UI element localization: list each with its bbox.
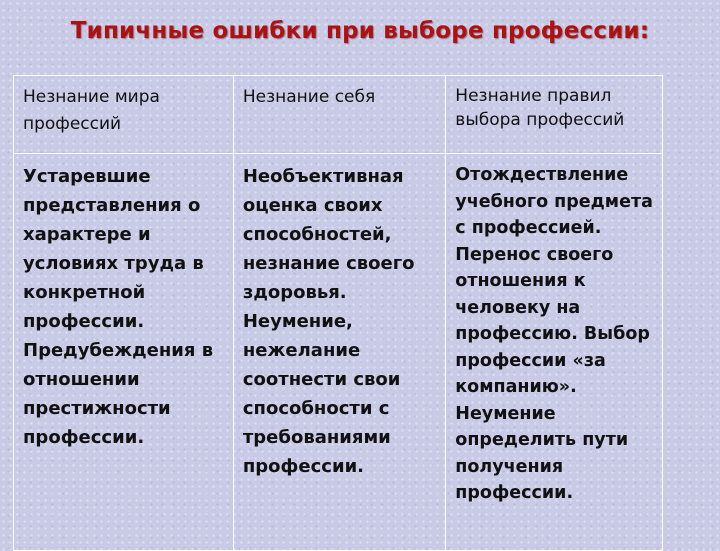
body-cell-choice-rules: Отождествление учебного предмета с профессией. Перенос своего отношения к человеку на профессию. Выбор профессии «за компанию». Неумение определить пути получения профессии. [446,154,663,551]
table-header-row [14,76,663,154]
errors-table [13,75,663,551]
slide-title: Типичные ошибки при выборе профессии: [70,18,650,44]
header-cell-choice-rules: Незнание правил выбора профессий [446,76,663,154]
body-cell-world-of-professions: Устаревшие представления о характере и условиях труда в конкретной профессии. Предубеждения в отношении престижности профессии. [14,154,234,551]
body-cell-self-knowledge: Необъективная оценка своих способностей, незнание своего здоровья. Неумение, нежелание соотнести свои способности с требованиями профессии. [233,154,445,551]
header-cell-world-of-professions: Незнание мира профессий [14,76,234,154]
header-cell-self-knowledge: Незнание себя [233,76,445,154]
table-body-row [14,154,663,551]
